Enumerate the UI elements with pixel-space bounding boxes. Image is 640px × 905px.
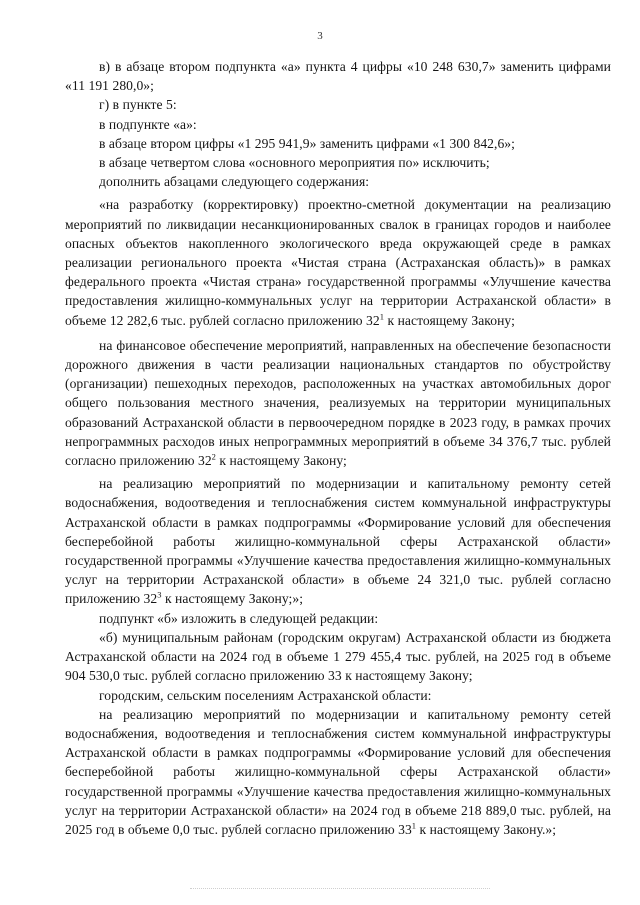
paragraph-10: подпункт «б» изложить в следующей редакции: — [99, 610, 379, 626]
paragraph-8 — [65, 336, 611, 470]
paragraph-9-text: на реализацию мероприятий по модернизации и капитальному ремонту сетей водоснабжения, водоотведения и теплоснабжения систем коммунальной инфраструктуры Астраханской области в рамках подпрограммы «Формирование условий для обеспечения бесперебойной работы жилищно-коммунальной сферы Астраханской области» государственной программы «Улучшение качества предоставления жилищно-коммунальных услуг на территории Астраханской области» в объеме 24 321,0 тыс. рублей согласно приложению 32 — [65, 476, 611, 607]
paragraph-11: «б) муниципальным районам (городским округам) Астраханской области из бюджета Астраханской области на 2024 год в объеме 1 279 455,4 тыс. рублей, на 2025 год в объеме 904 530,0 тыс. рублей согласно приложению 33 к настоящему Закону; — [65, 629, 611, 684]
paragraph-13-text: на реализацию мероприятий по модернизации и капитальному ремонту сетей водоснабжения, водоотведения и теплоснабжения систем коммунальной инфраструктуры Астраханской области в рамках подпрограммы «Формирование условий для обеспечения бесперебойной работы жилищно-коммунальной сферы Астраханской области» государственной программы «Улучшение качества предоставления жилищно-коммунальных услуг на территории Астраханской области» на 2024 год в объеме 218 889,0 тыс. рублей, на 2025 год в объеме 0,0 тыс. рублей согласно приложению 33 — [65, 706, 611, 837]
paragraph-7 — [65, 195, 611, 329]
paragraph-13 — [65, 705, 611, 839]
paragraph-7-tail: к настоящему Закону; — [384, 312, 515, 328]
document-body — [65, 57, 611, 839]
paragraph-5: в абзаце четвертом слова «основного мероприятия по» исключить; — [99, 155, 490, 171]
scan-artifact-line — [190, 888, 490, 890]
paragraph-9 — [65, 474, 611, 608]
paragraph-2: г) в пункте 5: — [99, 97, 177, 113]
paragraph-9-superscript: 3 — [157, 589, 162, 600]
paragraph-6: дополнить абзацами следующего содержания: — [99, 174, 370, 190]
paragraph-8-text: на финансовое обеспечение мероприятий, направленных на обеспечение безопасности дорожного движения в части реализации национальных стандартов по обустройству (организации) пешеходных переходов, расположенных на участках автомобильных дорог общего пользования местного значения, реализуемых на территории муниципальных образований Астраханской области в первоочередном порядке в 2023 году, в рамках прочих непрограммных расходов иных непрограммных мероприятий в объеме 34 376,7 тыс. рублей согласно приложению 32 — [65, 337, 611, 469]
paragraph-9-tail: к настоящему Закону;»; — [161, 591, 304, 607]
paragraph-7-text: «на разработку (корректировку) проектно-сметной документации на реализацию мероприятий по ликвидации несанкционированных свалок в границах городов и наиболее опасных объектов накопленного экологического вреда окружающей среде в рамках реализации регионального проекта «Чистая страна (Астраханская область)» в рамках федерального проекта «Чистая страна» государственной программы «Улучшение качества предоставления жилищно-коммунальных услуг на территории Астраханской области» в объеме 12 282,6 тыс. рублей согласно приложению 32 — [65, 197, 611, 328]
page-number: 3 — [317, 30, 323, 42]
paragraph-8-superscript: 2 — [211, 451, 216, 462]
paragraph-7-superscript: 1 — [379, 311, 385, 322]
paragraph-12: городским, сельским поселениям Астраханской области: — [99, 687, 432, 703]
paragraph-13-tail: к настоящему Закону.»; — [416, 821, 557, 837]
paragraph-8-tail: к настоящему Закону; — [215, 453, 347, 469]
paragraph-4: в абзаце втором цифры «1 295 941,9» заменить цифрами «1 300 842,6»; — [99, 135, 515, 151]
paragraph-13-superscript: 1 — [411, 820, 417, 831]
paragraph-3: в подпункте «а»: — [99, 116, 197, 132]
paragraph-1: в) в абзаце втором подпункта «а» пункта 4 цифры «10 248 630,7» заменить цифрами «11 191 280,0»; — [65, 59, 611, 94]
